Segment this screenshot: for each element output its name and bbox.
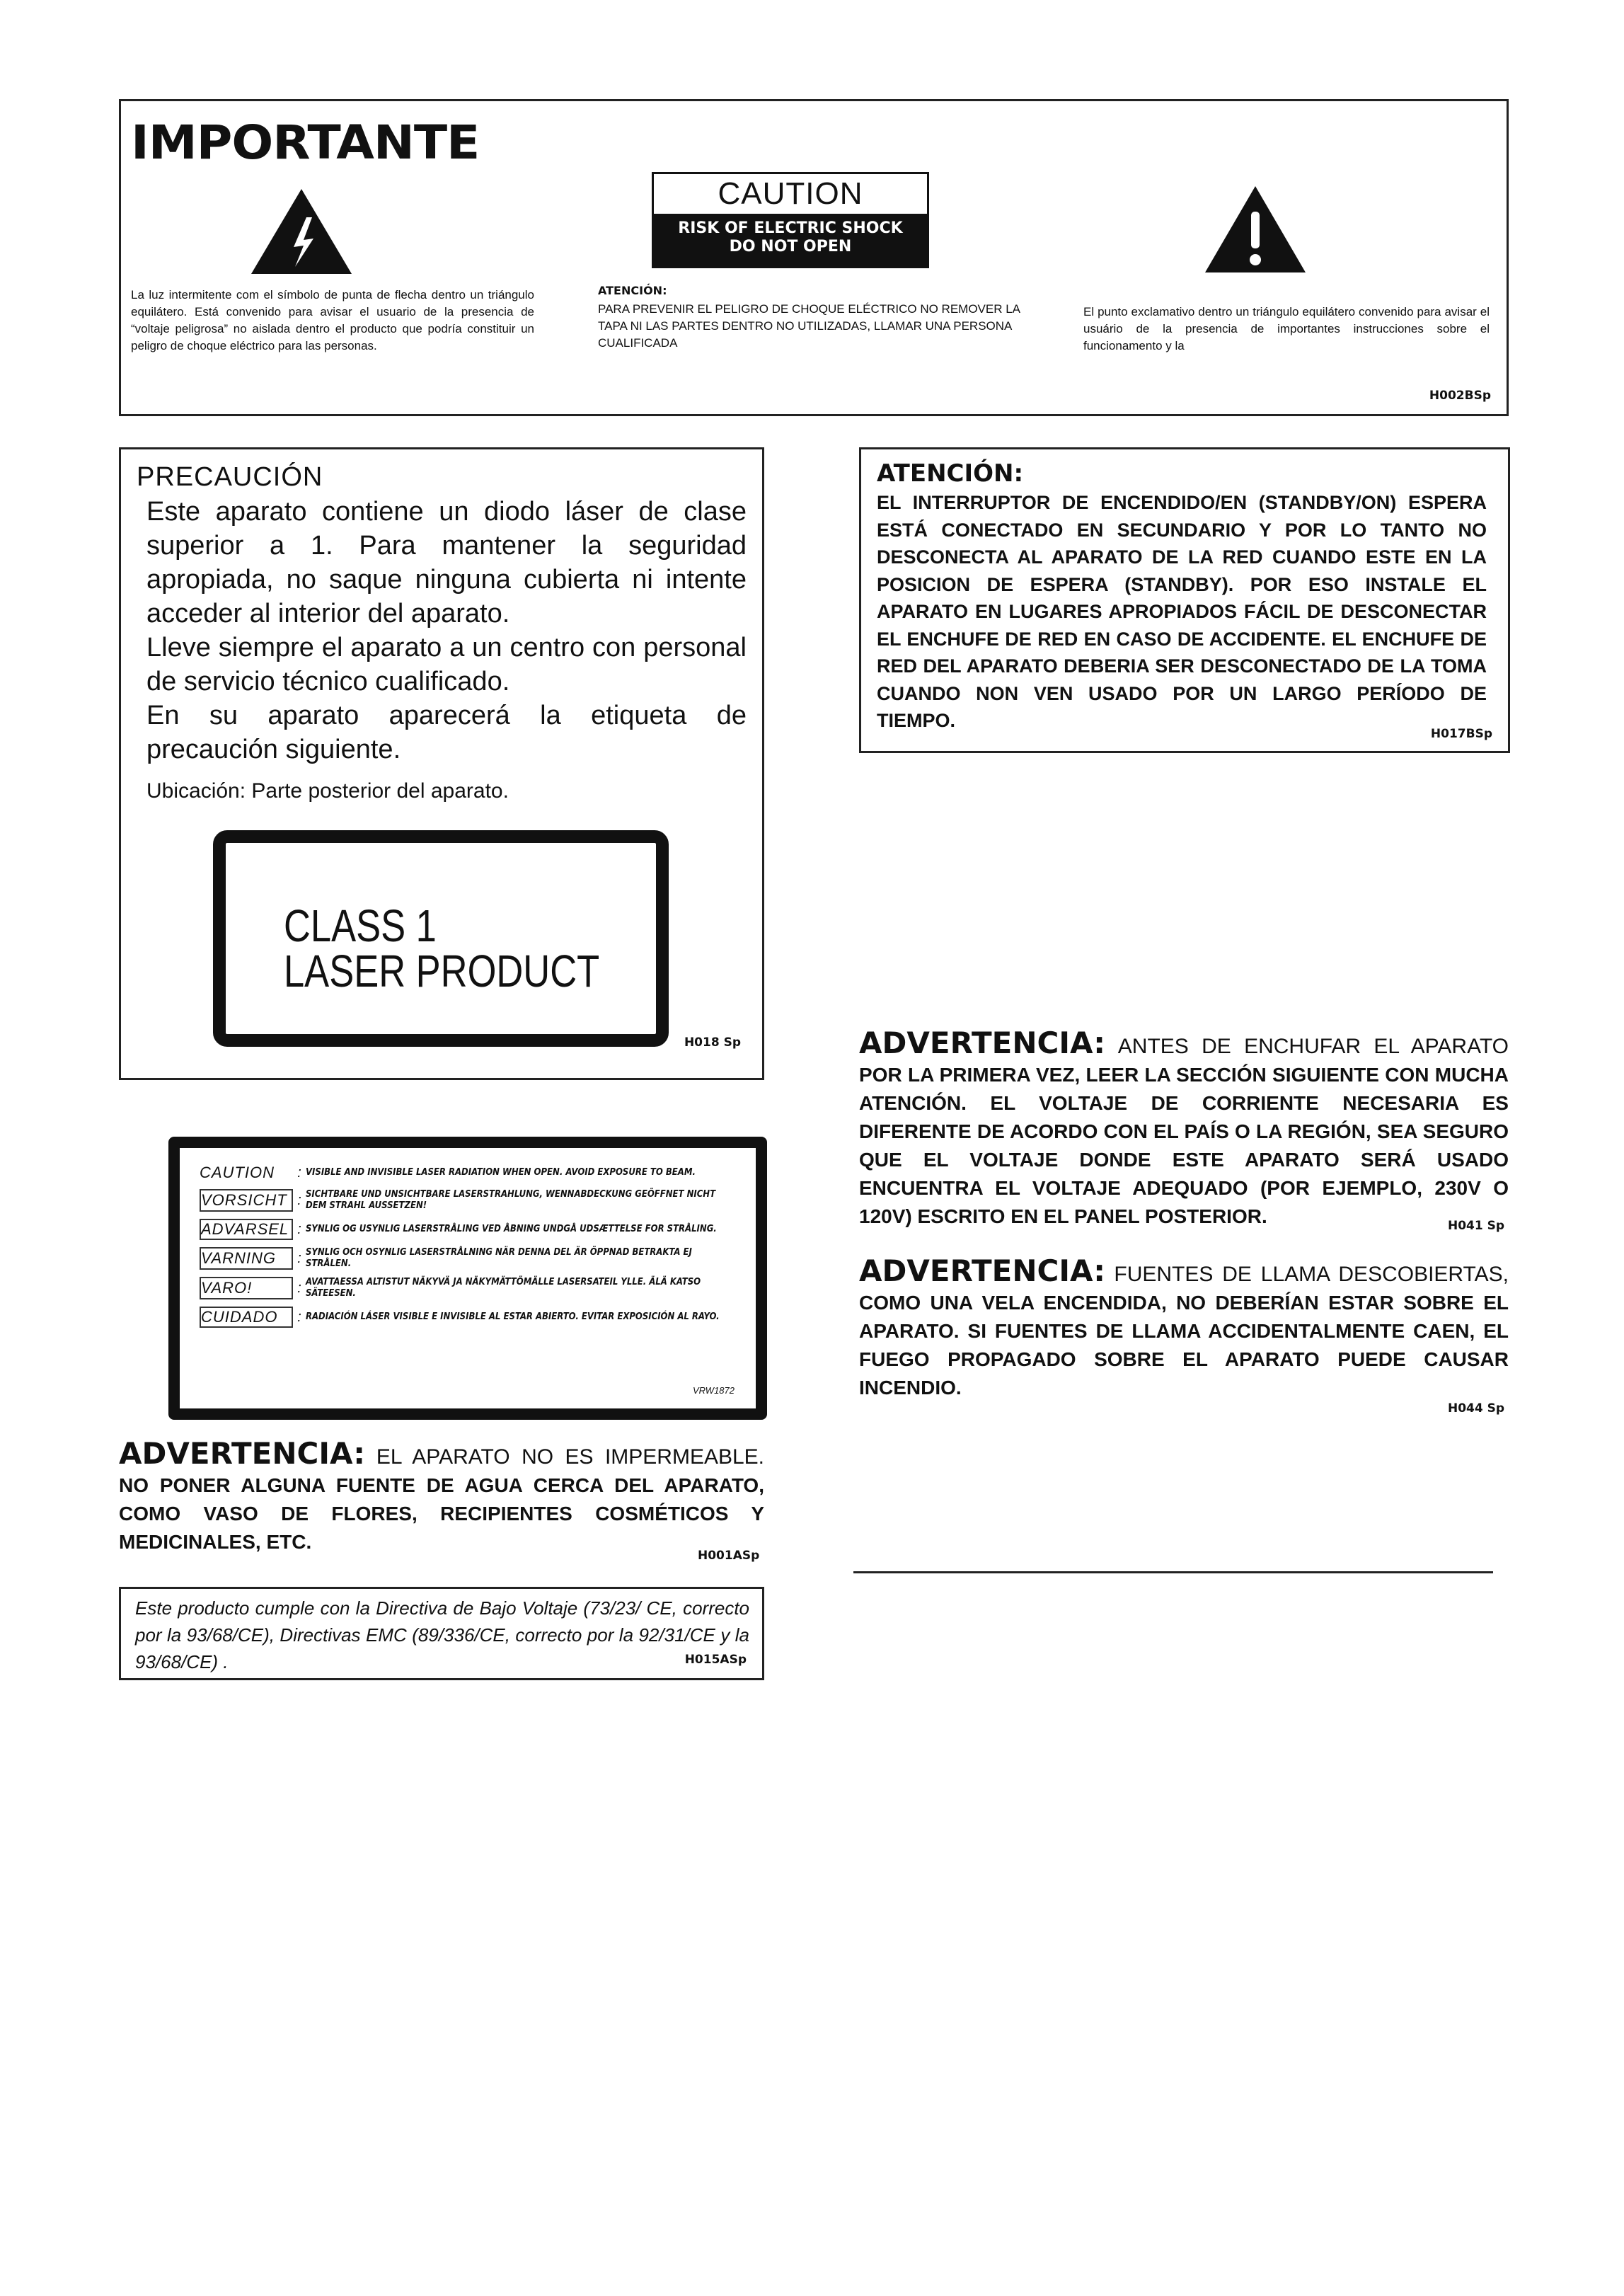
directiva-text: Este producto cumple con la Directiva de Bajo Voltaje (73/23/ CE, correcto por la 93/68/CE), Directivas EMC (89/336/CE, correcto por la 92/31/CE y la 93/68/CE) . [135, 1597, 749, 1672]
lightning-explanation: La luz intermitente com el símbolo de punta de flecha dentro un triángulo equilátero. Está convenido para avisar el usuario de la presencia de “voltaje peligrosa” no aislada dentro el producto que podría constituir un peligro de choque eléctrico para las personas. [131, 288, 534, 352]
table-row: VARO! : AVATTAESSA ALTISTUT NÄKYVÄ JA NÄKYMÄTTÖMÄLLE LASERSATEIL YLLE. ÄLÄ KATSO SÄTEESEN. [200, 1277, 736, 1299]
advertencia-voltaje-code: H041 Sp [1448, 1219, 1505, 1233]
importante-title: IMPORTANTE [131, 115, 480, 170]
exclamation-warning-icon [1204, 185, 1307, 274]
divider-line [853, 1571, 1493, 1573]
class1-line1: CLASS 1 [284, 900, 437, 951]
table-row: ADVARSEL : SYNLIG OG USYNLIG LASERSTRÅLING VED ÅBNING UNDGÅ UDSÆTTELSE FOR STRÅLING. [200, 1219, 736, 1240]
atencion-box [859, 447, 1510, 753]
class1-line2: LASER PRODUCT [284, 946, 600, 997]
laser-lang: VORSICHT [200, 1189, 293, 1212]
advertencia-llama [859, 1253, 1509, 1402]
laser-text: VISIBLE AND INVISIBLE LASER RADIATION WHEN OPEN. AVOID EXPOSURE TO BEAM. [306, 1167, 696, 1178]
laser-lang: ADVARSEL [200, 1219, 293, 1240]
laser-lang: VARO! [200, 1277, 293, 1299]
caution-header: CAUTION [718, 176, 863, 211]
precaucion-p3: En su aparato aparecerá la etiqueta de precaución siguiente. [146, 701, 747, 764]
precaucion-title: PRECAUCIÓN [137, 462, 323, 492]
caution-line2: DO NOT OPEN [729, 238, 852, 256]
advertencia-agua-body: NO PONER ALGUNA FUENTE DE AGUA CERCA DEL APARATO, COMO VASO DE FLORES, RECIPIENTES COSMÉTICOS Y MEDICINALES, ETC. [119, 1474, 764, 1553]
precaucion-p2: Lleve siempre el aparato a un centro con personal de servicio técnico cualificado. [146, 633, 747, 696]
directiva-code: H015ASp [684, 1653, 747, 1667]
laser-text: SICHTBARE UND UNSICHTBARE LASERSTRAHLUNG, WENNABDECKUNG GEÖFFNET NICHT DEM STRAHL AUSSETZEN! [306, 1189, 716, 1211]
laser-text: SYNLIG OG USYNLIG LASERSTRÅLING VED ÅBNING UNDGÅ UDSÆTTELSE FOR STRÅLING. [306, 1224, 717, 1234]
atencion-body: EL INTERRUPTOR DE ENCENDIDO/EN (STANDBY/ON) ESPERA ESTÁ CONECTADO EN SECUNDARIO Y POR LO TANTO NO DESCONECTA AL APARATO DE LA RED CUANDO ESTE EN LA POSICION DE ESPERA (STANDBY). POR ESO INSTALE EL APARATO EN LUGARES APROPIADOS FÁCIL DE DESCONECTAR EL ENCHUFE DE RED EN CASO DE ACCIDENTE. EL ENCHUFE DE RED DEL APARATO DEBERIA SER DESCONECTADO DE LA TOMA CUANDO NON VEN USADO POR UN LARGO PERÍODO DE TIEMPO. [877, 492, 1487, 731]
table-row: VORSICHT : SICHTBARE UND UNSICHTBARE LASERSTRAHLUNG, WENNABDECKUNG GEÖFFNET NICHT DEM STRAHL AUSSETZEN! [200, 1189, 736, 1212]
advertencia-agua [119, 1436, 764, 1556]
advertencia-agua-code: H001ASp [698, 1549, 760, 1563]
laser-lang: CUIDADO [200, 1307, 293, 1328]
atencion-title: ATENCIÓN: [877, 459, 1024, 488]
label-location: Ubicación: Parte posterior del aparato. [146, 779, 509, 803]
atencion-small-heading: ATENCIÓN: [598, 284, 667, 297]
advertencia-voltaje-first: ANTES DE ENCHUFAR EL APARATO [1117, 1035, 1509, 1058]
top-box-code: H002BSp [1429, 389, 1491, 403]
advertencia-llama-body: COMO UNA VELA ENCENDIDA, NO DEBERÍAN ESTAR SOBRE EL APARATO. SI FUENTES DE LLAMA ACCIDENTALMENTE CAEN, EL FUEGO PROPAGADO SOBRE EL APARATO PUEDE CAUSAR INCENDIO. [859, 1292, 1509, 1399]
table-row: CAUTION : VISIBLE AND INVISIBLE LASER RADIATION WHEN OPEN. AVOID EXPOSURE TO BEAM. [200, 1164, 736, 1182]
lightning-warning-icon [250, 188, 353, 275]
class1-laser-label [213, 830, 669, 1047]
precaucion-code: H018 Sp [684, 1035, 741, 1050]
laser-warning-table [200, 1156, 736, 1335]
laser-text: RADIACIÓN LÁSER VISIBLE E INVISIBLE AL ESTAR ABIERTO. EVITAR EXPOSICIÓN AL RAYO. [306, 1311, 720, 1322]
advertencia-llama-first: FUENTES DE LLAMA DESCOBIERTAS, [1114, 1263, 1509, 1286]
laser-label-code: VRW1872 [692, 1385, 735, 1396]
laser-text: SYNLIG OCH OSYNLIG LASERSTRÅLNING NÄR DENNA DEL ÄR ÖPPNAD BETRAKTA EJ STRÅLEN. [306, 1247, 692, 1269]
atencion-small-text: PARA PREVENIR EL PELIGRO DE CHOQUE ELÉCTRICO NO REMOVER LA TAPA NI LAS PARTES DENTRO NO UTILIZADAS, LLAMAR UNA PERSONA CUALIFICADA [598, 302, 1020, 350]
laser-lang: CAUTION [200, 1164, 275, 1181]
laser-text: AVATTAESSA ALTISTUT NÄKYVÄ JA NÄKYMÄTTÖMÄLLE LASERSATEIL YLLE. ÄLÄ KATSO SÄTEESEN. [306, 1277, 701, 1299]
table-row: CUIDADO : RADIACIÓN LÁSER VISIBLE E INVISIBLE AL ESTAR ABIERTO. EVITAR EXPOSICIÓN AL RAYO. [200, 1307, 736, 1328]
precaucion-p1: Este aparato contiene un diodo láser de clase superior a 1. Para mantener la seguridad apropiada, no saque ninguna cubierta ni intente acceder al interior del aparato. [146, 497, 747, 628]
precaucion-box [119, 447, 764, 1080]
caution-shock-label [652, 172, 929, 268]
advertencia-llama-code: H044 Sp [1448, 1401, 1505, 1416]
table-row: VARNING : SYNLIG OCH OSYNLIG LASERSTRÅLNING NÄR DENNA DEL ÄR ÖPPNAD BETRAKTA EJ STRÅLEN. [200, 1247, 736, 1270]
directiva-box [119, 1587, 764, 1680]
advertencia-llama-label: ADVERTENCIA: [859, 1253, 1106, 1288]
laser-lang: VARNING [200, 1247, 293, 1270]
caution-line1: RISK OF ELECTRIC SHOCK [678, 219, 903, 237]
advertencia-voltaje [859, 1026, 1509, 1231]
advertencia-agua-label: ADVERTENCIA: [119, 1436, 366, 1471]
atencion-code: H017BSp [1430, 727, 1492, 741]
importante-box [119, 99, 1509, 416]
exclamation-explanation: El punto exclamativo dentro un triángulo equilátero convenido para avisar el usuário de la presencia de importantes instrucciones sobre el funcionamento y la [1083, 305, 1490, 352]
advertencia-voltaje-body: POR LA PRIMERA VEZ, LEER LA SECCIÓN SIGUIENTE CON MUCHA ATENCIÓN. EL VOLTAJE DE CORRIENTE NECESARIA ES DIFERENTE DE ACORDO CON EL PAÍS O LA REGIÓN, SEA SEGURO QUE EL VOLTAJE DONDE ESTE APARATO SERÁ USADO ENCUENTRA EL VOLTAJE ADEQUADO (POR EJEMPLO, 230V O 120V) ESCRITO EN EL PANEL POSTERIOR. [859, 1064, 1509, 1227]
laser-warning-label [168, 1137, 767, 1420]
advertencia-agua-first: EL APARATO NO ES IMPERMEABLE. [376, 1445, 764, 1469]
advertencia-voltaje-label: ADVERTENCIA: [859, 1026, 1106, 1060]
